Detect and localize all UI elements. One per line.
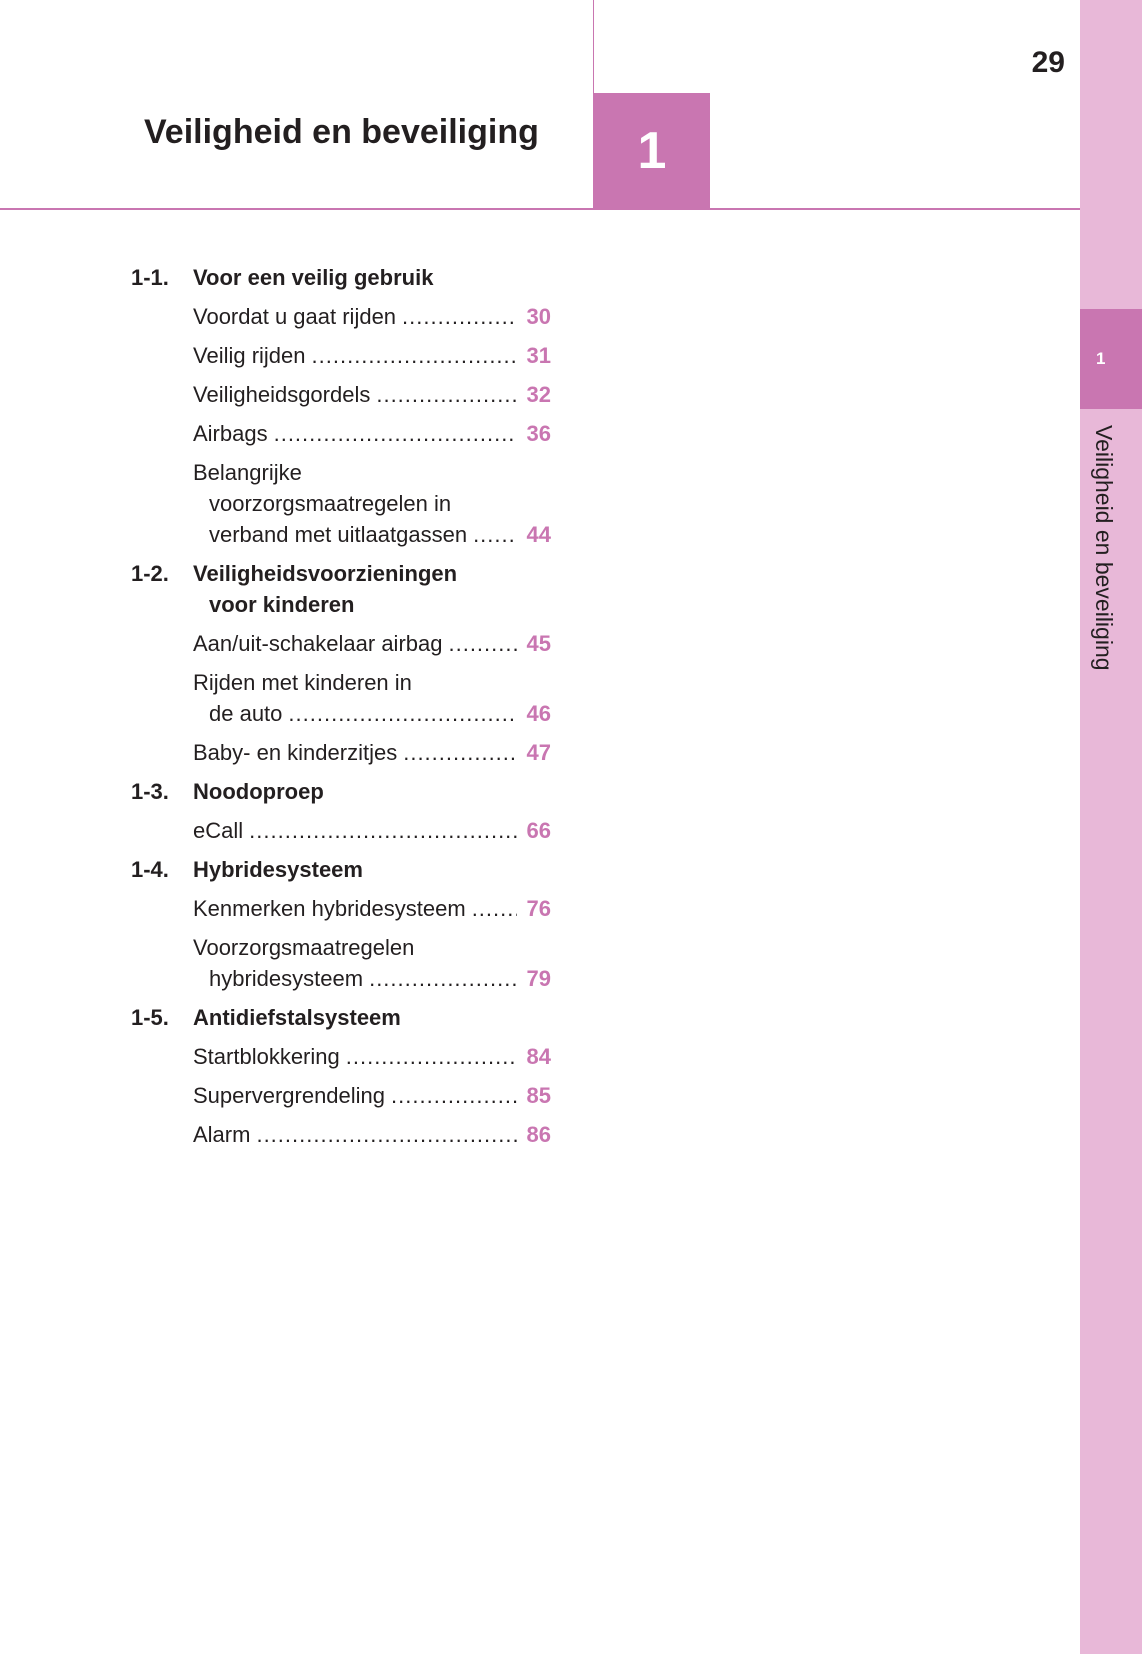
dot-leader (402, 301, 517, 332)
section-title: Hybridesysteem (193, 857, 363, 882)
entry-title: eCall (193, 818, 244, 843)
header-divider-horizontal (0, 208, 1080, 210)
entry-page: 86 (526, 1122, 551, 1147)
chapter-number-box (594, 93, 710, 208)
dot-leader (403, 737, 517, 768)
dot-leader (249, 815, 517, 846)
table-of-contents (131, 262, 551, 1158)
dot-leader (448, 628, 517, 659)
dot-leader (391, 1080, 517, 1111)
entry-page: 66 (526, 818, 551, 843)
dot-leader (369, 963, 517, 994)
chapter-title: Veiligheid en beveiliging (144, 113, 539, 151)
entry-page: 46 (526, 701, 551, 726)
entry-title: Startblokkering (193, 1044, 340, 1069)
toc-entry[interactable] (193, 418, 551, 449)
entry-page: 45 (526, 631, 551, 656)
entry-title: Baby- en kinderzitjes (193, 740, 398, 765)
toc-section[interactable] (131, 776, 551, 807)
page-number: 29 (1031, 46, 1065, 79)
entry-page: 32 (526, 382, 551, 407)
dot-leader (256, 1119, 517, 1150)
section-number: 1-4. (131, 857, 169, 882)
toc-entry[interactable] (193, 815, 551, 846)
chapter-number: 1 (637, 121, 667, 180)
section-title-cont: voor kinderen (209, 592, 355, 617)
entry-page: 79 (526, 966, 551, 991)
section-number: 1-5. (131, 1005, 169, 1030)
entry-title-line: hybridesysteem (209, 966, 364, 991)
section-title: Voor een veilig gebruik (193, 265, 434, 290)
chapter-side-tab[interactable] (1080, 309, 1142, 409)
toc-section[interactable] (131, 262, 551, 293)
toc-entry[interactable] (193, 667, 551, 729)
entry-page: 85 (526, 1083, 551, 1108)
dot-leader (274, 418, 517, 449)
entry-page: 76 (526, 896, 551, 921)
entry-title: Kenmerken hybridesysteem (193, 896, 466, 921)
section-title: Noodoproep (193, 779, 324, 804)
entry-page: 30 (526, 304, 551, 329)
section-number: 1-2. (131, 561, 169, 586)
section-number: 1-1. (131, 265, 169, 290)
entry-title: Veilig rijden (193, 343, 306, 368)
dot-leader (473, 519, 517, 550)
toc-section[interactable] (131, 1002, 551, 1033)
toc-entry[interactable] (193, 1041, 551, 1072)
toc-entry[interactable] (193, 932, 551, 994)
entry-page: 47 (526, 740, 551, 765)
entry-title: Alarm (193, 1122, 251, 1147)
entry-title: Aan/uit-schakelaar airbag (193, 631, 443, 656)
section-title: Antidiefstalsysteem (193, 1005, 401, 1030)
section-title: Veiligheidsvoorzieningen (193, 561, 458, 586)
entry-title-line: de auto (209, 701, 283, 726)
toc-entry[interactable] (193, 893, 551, 924)
toc-section[interactable] (131, 854, 551, 885)
entry-title: Supervergrendeling (193, 1083, 386, 1108)
entry-page: 84 (526, 1044, 551, 1069)
toc-entry[interactable] (193, 301, 551, 332)
dot-leader (346, 1041, 517, 1072)
entry-title: Voordat u gaat rijden (193, 304, 397, 329)
entry-title: Veiligheidsgordels (193, 382, 371, 407)
dot-leader (288, 698, 517, 729)
toc-section[interactable] (131, 558, 551, 620)
side-color-strip (1080, 0, 1142, 1654)
entry-title: Airbags (193, 421, 268, 446)
dot-leader (472, 893, 517, 924)
side-tab-number: 1 (1096, 349, 1106, 368)
toc-entry[interactable] (193, 1080, 551, 1111)
toc-entry[interactable] (193, 379, 551, 410)
entry-title-line: Belangrijke (193, 460, 302, 485)
dot-leader (312, 340, 517, 371)
entry-page: 44 (526, 522, 551, 547)
toc-entry[interactable] (193, 628, 551, 659)
entry-title-line: voorzorgsmaatregelen in (209, 491, 452, 516)
toc-entry[interactable] (193, 737, 551, 768)
entry-page: 36 (526, 421, 551, 446)
toc-entry[interactable] (193, 340, 551, 371)
entry-title-line: Voorzorgsmaatregelen (193, 935, 415, 960)
side-chapter-label: Veiligheid en beveiliging (1091, 425, 1117, 671)
dot-leader (376, 379, 517, 410)
toc-entry[interactable] (193, 1119, 551, 1150)
entry-page: 31 (526, 343, 551, 368)
section-number: 1-3. (131, 779, 169, 804)
toc-entry[interactable] (193, 457, 551, 550)
entry-title-line: Rijden met kinderen in (193, 670, 412, 695)
entry-title-line: verband met uitlaatgassen (209, 522, 468, 547)
